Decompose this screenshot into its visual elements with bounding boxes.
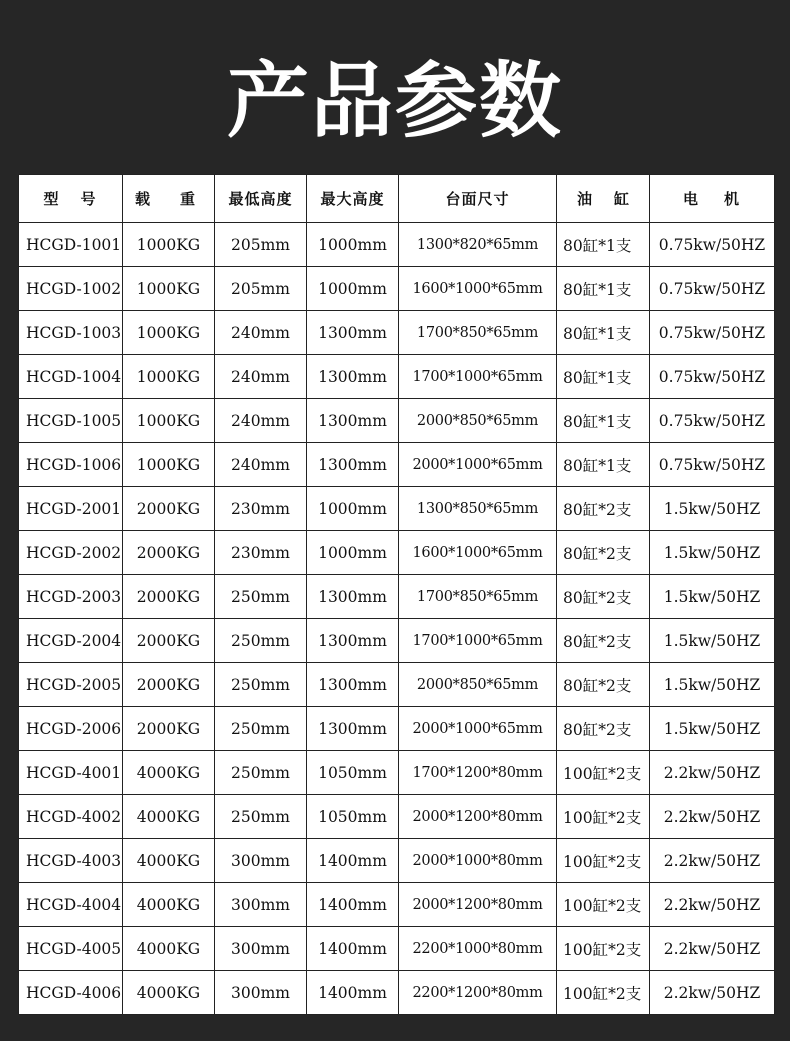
cell-min-height: 250mm	[215, 575, 307, 619]
cell-load: 4000KG	[123, 751, 215, 795]
cell-table-size: 1600*1000*65mm	[399, 531, 557, 575]
cell-model: HCGD-1003	[19, 311, 123, 355]
cell-load: 4000KG	[123, 883, 215, 927]
cell-max-height: 1300mm	[307, 355, 399, 399]
cell-motor: 2.2kw/50HZ	[650, 795, 775, 839]
cell-min-height: 240mm	[215, 443, 307, 487]
table-row	[19, 399, 775, 443]
cell-table-size: 2200*1200*80mm	[399, 971, 557, 1015]
cell-model: HCGD-2002	[19, 531, 123, 575]
cell-cylinder: 100缸*2支	[557, 795, 650, 839]
cell-min-height: 250mm	[215, 663, 307, 707]
cell-cylinder: 100缸*2支	[557, 971, 650, 1015]
cell-cylinder: 80缸*2支	[557, 575, 650, 619]
table-row	[19, 355, 775, 399]
table-row	[19, 223, 775, 267]
cell-model: HCGD-4004	[19, 883, 123, 927]
header-max-height: 最大高度	[307, 175, 399, 223]
cell-load: 1000KG	[123, 223, 215, 267]
cell-table-size: 1300*820*65mm	[399, 223, 557, 267]
header-model: 型号	[19, 175, 123, 223]
cell-max-height: 1050mm	[307, 751, 399, 795]
cell-load: 4000KG	[123, 795, 215, 839]
cell-motor: 1.5kw/50HZ	[650, 619, 775, 663]
page-title: 产品参数	[226, 54, 563, 149]
table-row	[19, 267, 775, 311]
table-row	[19, 839, 775, 883]
cell-model: HCGD-1006	[19, 443, 123, 487]
cell-motor: 1.5kw/50HZ	[650, 487, 775, 531]
cell-table-size: 2000*850*65mm	[399, 399, 557, 443]
cell-model: HCGD-4002	[19, 795, 123, 839]
cell-load: 4000KG	[123, 971, 215, 1015]
table-row	[19, 575, 775, 619]
cell-min-height: 300mm	[215, 927, 307, 971]
cell-cylinder: 80缸*2支	[557, 707, 650, 751]
cell-cylinder: 100缸*2支	[557, 751, 650, 795]
cell-load: 1000KG	[123, 267, 215, 311]
cell-max-height: 1000mm	[307, 487, 399, 531]
cell-motor: 1.5kw/50HZ	[650, 531, 775, 575]
cell-motor: 2.2kw/50HZ	[650, 839, 775, 883]
cell-cylinder: 80缸*2支	[557, 619, 650, 663]
cell-model: HCGD-1005	[19, 399, 123, 443]
cell-load: 2000KG	[123, 619, 215, 663]
cell-table-size: 2000*850*65mm	[399, 663, 557, 707]
table-row	[19, 707, 775, 751]
cell-model: HCGD-2001	[19, 487, 123, 531]
table-row	[19, 443, 775, 487]
cell-motor: 0.75kw/50HZ	[650, 223, 775, 267]
cell-model: HCGD-2005	[19, 663, 123, 707]
cell-load: 2000KG	[123, 707, 215, 751]
cell-max-height: 1000mm	[307, 267, 399, 311]
cell-model: HCGD-2006	[19, 707, 123, 751]
cell-table-size: 1700*1000*65mm	[399, 619, 557, 663]
cell-max-height: 1300mm	[307, 311, 399, 355]
cell-table-size: 2000*1000*65mm	[399, 707, 557, 751]
cell-cylinder: 100缸*2支	[557, 927, 650, 971]
cell-max-height: 1050mm	[307, 795, 399, 839]
cell-max-height: 1400mm	[307, 839, 399, 883]
cell-load: 1000KG	[123, 399, 215, 443]
cell-motor: 2.2kw/50HZ	[650, 971, 775, 1015]
cell-cylinder: 80缸*1支	[557, 399, 650, 443]
cell-table-size: 1700*1200*80mm	[399, 751, 557, 795]
cell-min-height: 230mm	[215, 531, 307, 575]
cell-load: 2000KG	[123, 663, 215, 707]
cell-model: HCGD-4005	[19, 927, 123, 971]
cell-cylinder: 80缸*1支	[557, 267, 650, 311]
cell-load: 1000KG	[123, 355, 215, 399]
cell-table-size: 1600*1000*65mm	[399, 267, 557, 311]
cell-motor: 2.2kw/50HZ	[650, 927, 775, 971]
table-row	[19, 487, 775, 531]
cell-min-height: 250mm	[215, 619, 307, 663]
table-row	[19, 883, 775, 927]
cell-cylinder: 80缸*2支	[557, 487, 650, 531]
cell-model: HCGD-2003	[19, 575, 123, 619]
cell-model: HCGD-1001	[19, 223, 123, 267]
cell-max-height: 1300mm	[307, 443, 399, 487]
header-load: 载重	[123, 175, 215, 223]
cell-motor: 0.75kw/50HZ	[650, 443, 775, 487]
header-cylinder: 油缸	[557, 175, 650, 223]
cell-cylinder: 80缸*1支	[557, 311, 650, 355]
cell-motor: 1.5kw/50HZ	[650, 707, 775, 751]
table-row	[19, 971, 775, 1015]
cell-motor: 0.75kw/50HZ	[650, 267, 775, 311]
cell-cylinder: 80缸*2支	[557, 663, 650, 707]
cell-motor: 1.5kw/50HZ	[650, 663, 775, 707]
cell-min-height: 240mm	[215, 355, 307, 399]
cell-cylinder: 100缸*2支	[557, 839, 650, 883]
cell-load: 4000KG	[123, 927, 215, 971]
cell-table-size: 1300*850*65mm	[399, 487, 557, 531]
cell-min-height: 300mm	[215, 839, 307, 883]
spec-table	[18, 174, 775, 1015]
table-header-row	[19, 175, 775, 223]
cell-max-height: 1300mm	[307, 707, 399, 751]
cell-max-height: 1300mm	[307, 399, 399, 443]
cell-motor: 1.5kw/50HZ	[650, 575, 775, 619]
cell-max-height: 1000mm	[307, 223, 399, 267]
table-row	[19, 795, 775, 839]
cell-load: 2000KG	[123, 575, 215, 619]
cell-cylinder: 80缸*2支	[557, 531, 650, 575]
table-row	[19, 531, 775, 575]
cell-motor: 0.75kw/50HZ	[650, 311, 775, 355]
cell-min-height: 240mm	[215, 399, 307, 443]
cell-load: 1000KG	[123, 311, 215, 355]
header-motor: 电机	[650, 175, 775, 223]
cell-min-height: 300mm	[215, 971, 307, 1015]
cell-model: HCGD-1002	[19, 267, 123, 311]
cell-min-height: 205mm	[215, 223, 307, 267]
cell-min-height: 250mm	[215, 707, 307, 751]
cell-min-height: 250mm	[215, 751, 307, 795]
cell-model: HCGD-4006	[19, 971, 123, 1015]
cell-min-height: 230mm	[215, 487, 307, 531]
cell-table-size: 2000*1200*80mm	[399, 883, 557, 927]
cell-model: HCGD-4003	[19, 839, 123, 883]
table-row	[19, 619, 775, 663]
cell-cylinder: 100缸*2支	[557, 883, 650, 927]
cell-motor: 0.75kw/50HZ	[650, 399, 775, 443]
cell-load: 1000KG	[123, 443, 215, 487]
cell-motor: 0.75kw/50HZ	[650, 355, 775, 399]
cell-min-height: 250mm	[215, 795, 307, 839]
cell-table-size: 1700*1000*65mm	[399, 355, 557, 399]
cell-max-height: 1000mm	[307, 531, 399, 575]
cell-min-height: 205mm	[215, 267, 307, 311]
cell-cylinder: 80缸*1支	[557, 223, 650, 267]
cell-model: HCGD-2004	[19, 619, 123, 663]
cell-table-size: 1700*850*65mm	[399, 311, 557, 355]
cell-motor: 2.2kw/50HZ	[650, 883, 775, 927]
cell-max-height: 1300mm	[307, 663, 399, 707]
table-row	[19, 751, 775, 795]
header-min-height: 最低高度	[215, 175, 307, 223]
cell-cylinder: 80缸*1支	[557, 355, 650, 399]
cell-table-size: 2000*1200*80mm	[399, 795, 557, 839]
cell-table-size: 2000*1000*80mm	[399, 839, 557, 883]
header-table-size: 台面尺寸	[399, 175, 557, 223]
cell-max-height: 1300mm	[307, 619, 399, 663]
cell-min-height: 300mm	[215, 883, 307, 927]
cell-model: HCGD-1004	[19, 355, 123, 399]
cell-load: 2000KG	[123, 531, 215, 575]
cell-max-height: 1400mm	[307, 971, 399, 1015]
cell-max-height: 1400mm	[307, 927, 399, 971]
cell-min-height: 240mm	[215, 311, 307, 355]
table-row	[19, 663, 775, 707]
cell-max-height: 1400mm	[307, 883, 399, 927]
cell-cylinder: 80缸*1支	[557, 443, 650, 487]
table-row	[19, 311, 775, 355]
cell-max-height: 1300mm	[307, 575, 399, 619]
spec-table-container	[18, 174, 774, 1015]
cell-load: 4000KG	[123, 839, 215, 883]
cell-table-size: 1700*850*65mm	[399, 575, 557, 619]
cell-table-size: 2200*1000*80mm	[399, 927, 557, 971]
cell-model: HCGD-4001	[19, 751, 123, 795]
cell-motor: 2.2kw/50HZ	[650, 751, 775, 795]
table-row	[19, 927, 775, 971]
cell-table-size: 2000*1000*65mm	[399, 443, 557, 487]
cell-load: 2000KG	[123, 487, 215, 531]
